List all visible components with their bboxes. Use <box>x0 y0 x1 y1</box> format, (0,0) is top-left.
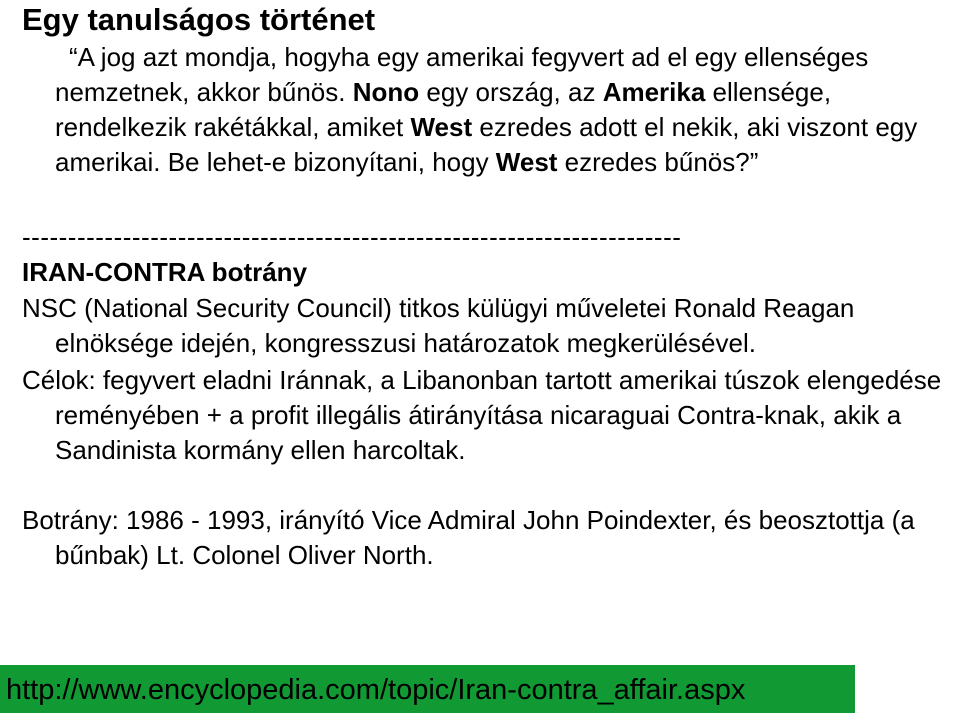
quote-text-part-4: ezredes adott el nekik, aki viszont egy amerikai. Be lehet-e bizonyítani, hogy <box>55 112 918 177</box>
quote-text-part-3: ellensége, rendelkezik rakétákkal, amiket <box>55 77 832 142</box>
quote-paragraph <box>55 40 950 180</box>
paragraph-nsc: NSC (National Security Council) titkos külügyi műveletei Ronald Reagan elnöksége idején, kongresszusi határozatok megkerülésével. <box>22 293 855 358</box>
slide-title: Egy tanulságos történet <box>22 2 376 37</box>
quote-close-mark: ” <box>749 147 759 177</box>
paragraph-celok: Célok: fegyvert eladni Iránnak, a Libanonban tartott amerikai túszok elengedése reményében + a profit illegális átirányítása nicaraguai Contra-knak, akik a Sandinista kormány ellen harcoltak. <box>22 365 942 465</box>
quote-text-part-2: egy ország, az <box>419 77 603 107</box>
paragraph-botrany: Botrány: 1986 - 1993, irányító Vice Admiral John Poindexter, és beosztottja (a bűnbak) Lt. Colonel Oliver North. <box>22 505 915 570</box>
section-heading: IRAN-CONTRA botrány <box>22 257 308 287</box>
quote-west-2: West <box>495 147 558 177</box>
quote-text-part-1: A jog azt mondja, hogyha egy amerikai fegyvert ad el egy ellenséges nemzetnek, akkor bűnös. <box>55 42 869 107</box>
separator-line: ------------------------------------------------------------------------ <box>22 222 682 252</box>
quote-open-mark: “ <box>69 42 78 72</box>
quote-amerika: Amerika <box>602 77 706 107</box>
quote-nono: Nono <box>352 77 420 107</box>
quote-text-part-5: ezredes bűnös? <box>557 147 750 177</box>
source-link[interactable]: http://www.encyclopedia.com/topic/Iran-contra_affair.aspx <box>6 674 746 706</box>
quote-west-1: West <box>410 112 473 142</box>
